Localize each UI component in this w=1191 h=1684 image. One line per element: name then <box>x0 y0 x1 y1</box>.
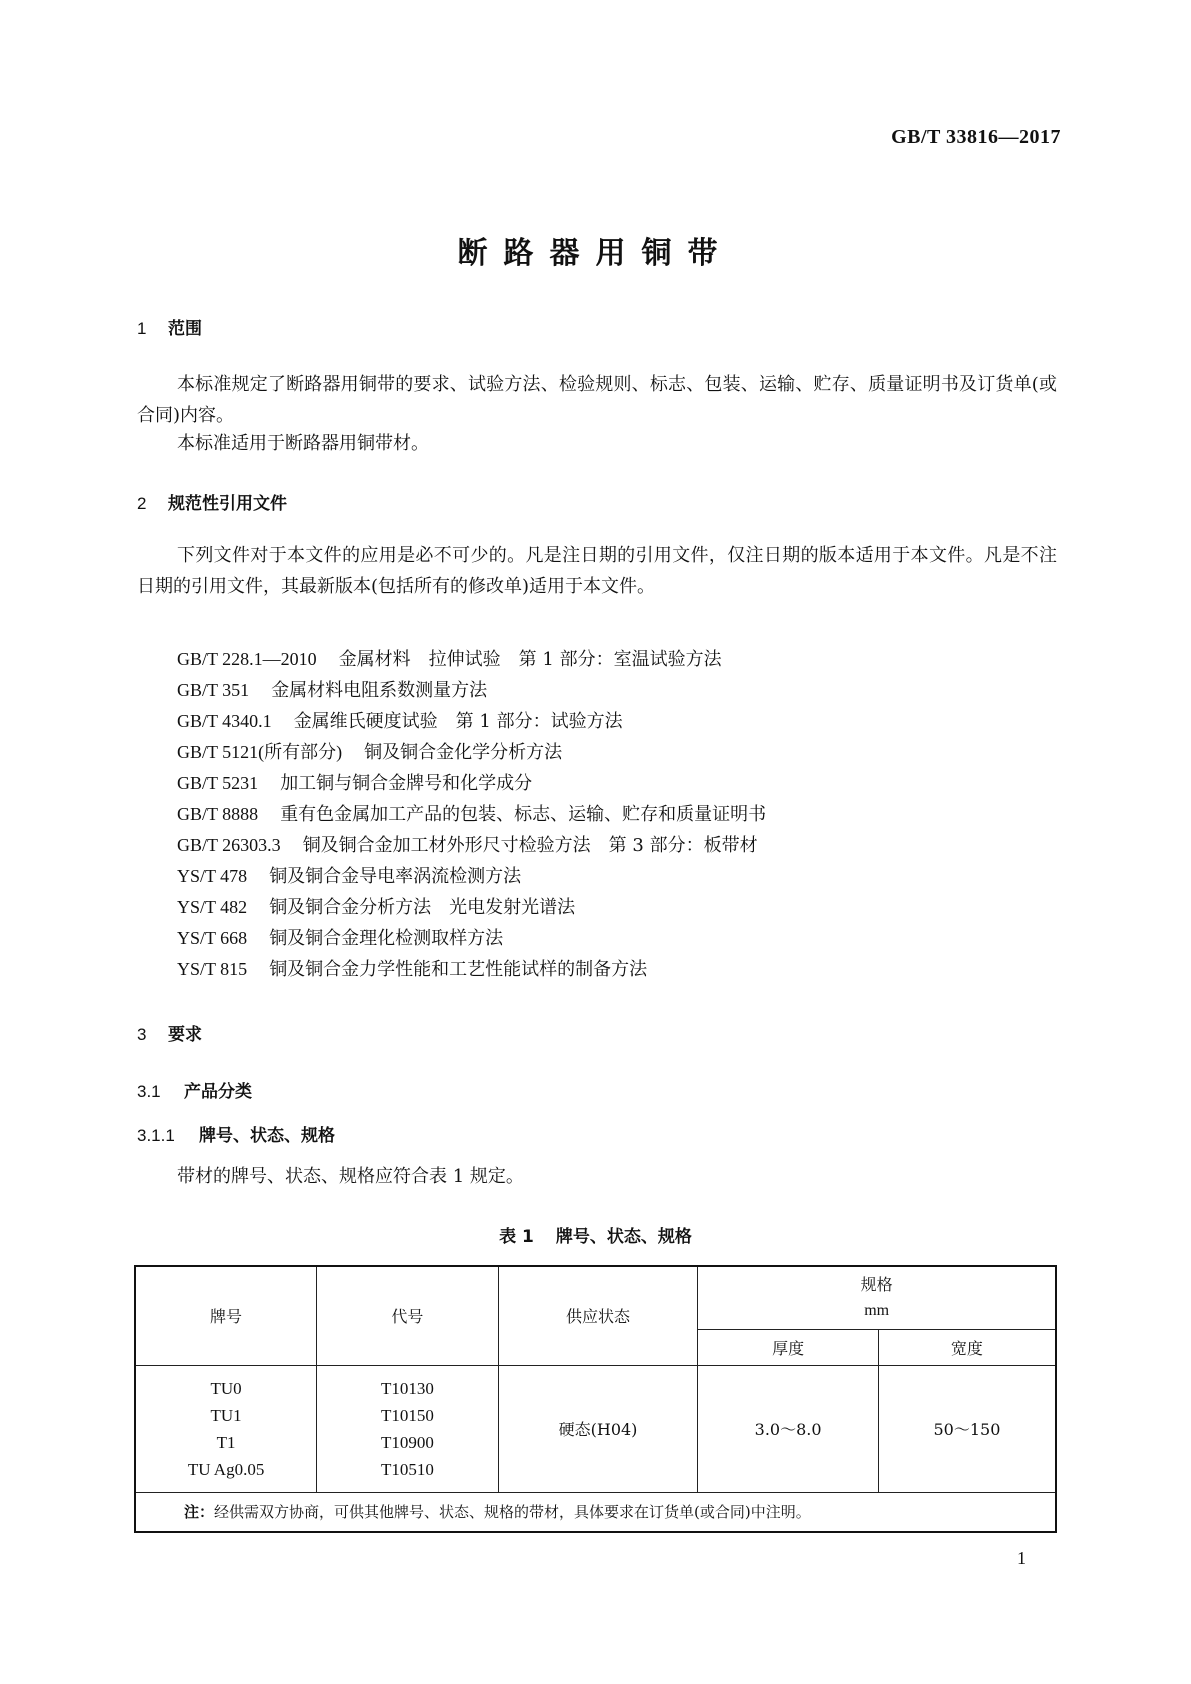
code-value: T10130 <box>380 1378 434 1398</box>
reference-code: GB/T 4340.1 <box>177 711 272 731</box>
reference-code: GB/T 26303.3 <box>177 835 281 855</box>
section-3-1-1-heading <box>137 1121 335 1146</box>
section-1-heading <box>137 314 202 339</box>
table-caption <box>0 1222 1191 1247</box>
section-number: 2 <box>137 494 147 513</box>
reference-item <box>177 799 766 830</box>
section-title: 牌号、状态、规格 <box>199 1126 335 1146</box>
reference-title: 金属材料 拉伸试验 第 1 部分：室温试验方法 <box>338 649 722 670</box>
section-number: 3.1.1 <box>137 1126 175 1145</box>
standard-number: GB/T 33816—2017 <box>891 126 1061 148</box>
reference-code: GB/T 228.1—2010 <box>177 649 317 669</box>
reference-title: 铜及铜合金理化检测取样方法 <box>269 928 504 949</box>
reference-code: GB/T 351 <box>177 680 250 700</box>
section-number: 3.1 <box>137 1082 161 1101</box>
section-title: 范围 <box>168 319 202 339</box>
reference-title: 金属材料电阻系数测量方法 <box>271 680 488 701</box>
cell-codes <box>317 1365 499 1492</box>
code-value: T10900 <box>380 1432 434 1452</box>
reference-item <box>177 675 766 706</box>
cell-temper: 硬态(H04) <box>498 1365 698 1492</box>
header-code: 代号 <box>317 1266 499 1365</box>
code-value: T10510 <box>380 1459 434 1479</box>
header-spec <box>698 1266 1056 1329</box>
header-width: 宽度 <box>878 1329 1056 1365</box>
section-title: 要求 <box>168 1025 202 1045</box>
section-number: 1 <box>137 319 147 338</box>
reference-title: 铜及铜合金力学性能和工艺性能试样的制备方法 <box>269 959 648 980</box>
reference-title: 加工铜与铜合金牌号和化学成分 <box>280 773 533 794</box>
reference-item <box>177 737 766 768</box>
section-3-heading <box>137 1020 202 1045</box>
reference-code: YS/T 815 <box>177 959 248 979</box>
cell-width: 50～150 <box>878 1365 1056 1492</box>
reference-title: 金属维氏硬度试验 第 1 部分：试验方法 <box>293 711 623 732</box>
header-temper: 供应状态 <box>498 1266 698 1365</box>
normative-references-list <box>177 644 766 985</box>
reference-code: YS/T 668 <box>177 928 248 948</box>
table-row <box>135 1365 1056 1492</box>
header-spec-label: 规格 <box>860 1274 893 1294</box>
reference-item <box>177 644 766 675</box>
reference-item <box>177 830 766 861</box>
reference-item <box>177 892 766 923</box>
reference-title: 铜及铜合金加工材外形尺寸检验方法 第 3 部分：板带材 <box>302 835 758 856</box>
reference-item <box>177 768 766 799</box>
cell-grades <box>135 1365 317 1492</box>
reference-code: YS/T 482 <box>177 897 248 917</box>
grade-value: T1 <box>216 1432 236 1452</box>
note-text: 经供需双方协商，可供其他牌号、状态、规格的带材，具体要求在订货单(或合同)中注明。 <box>214 1503 811 1521</box>
section-title: 产品分类 <box>184 1082 252 1102</box>
reference-title: 铜及铜合金化学分析方法 <box>364 742 563 763</box>
reference-code: YS/T 478 <box>177 866 248 886</box>
section-3-1-1-paragraph: 带材的牌号、状态、规格应符合表 1 规定。 <box>177 1166 524 1187</box>
reference-title: 重有色金属加工产品的包装、标志、运输、贮存和质量证明书 <box>280 804 767 825</box>
table-number: 表 1 <box>499 1227 534 1247</box>
table-note-row <box>135 1492 1056 1532</box>
grade-value: TU0 <box>210 1378 242 1398</box>
section-number: 3 <box>137 1025 147 1044</box>
section-1-paragraph-1: 本标准规定了断路器用铜带的要求、试验方法、检验规则、标志、包装、运输、贮存、质量证明书及订货单(或合同)内容。 <box>137 374 1057 426</box>
cell-thickness: 3.0～8.0 <box>698 1365 879 1492</box>
spec-table <box>134 1265 1057 1533</box>
header-spec-unit: mm <box>864 1301 890 1319</box>
grade-value: TU Ag0.05 <box>187 1459 265 1479</box>
table-title: 牌号、状态、规格 <box>555 1227 692 1247</box>
note-label: 注： <box>184 1503 215 1521</box>
reference-item <box>177 954 766 985</box>
reference-title: 铜及铜合金分析方法 光电发射光谱法 <box>269 897 576 918</box>
reference-title: 铜及铜合金导电率涡流检测方法 <box>269 866 522 887</box>
page-number: 1 <box>1017 1548 1026 1568</box>
reference-code: GB/T 8888 <box>177 804 259 824</box>
section-3-1-heading <box>137 1077 252 1102</box>
section-2-paragraph-1: 下列文件对于本文件的应用是必不可少的。凡是注日期的引用文件，仅注日期的版本适用于本文件。凡是不注日期的引用文件，其最新版本(包括所有的修改单)适用于本文件。 <box>137 545 1057 597</box>
header-thickness: 厚度 <box>698 1329 879 1365</box>
table-header-row <box>135 1266 1056 1329</box>
table-note <box>135 1492 1056 1532</box>
grade-value: TU1 <box>210 1405 242 1425</box>
reference-item <box>177 923 766 954</box>
section-title: 规范性引用文件 <box>168 494 287 514</box>
section-1-paragraph-2: 本标准适用于断路器用铜带材。 <box>177 433 429 454</box>
code-value: T10150 <box>380 1405 434 1425</box>
reference-item <box>177 706 766 737</box>
document-title: 断路器用铜带 <box>457 236 734 271</box>
reference-code: GB/T 5121(所有部分) <box>177 742 343 762</box>
reference-item <box>177 861 766 892</box>
header-grade: 牌号 <box>135 1266 317 1365</box>
section-2-heading <box>137 489 287 514</box>
reference-code: GB/T 5231 <box>177 773 259 793</box>
